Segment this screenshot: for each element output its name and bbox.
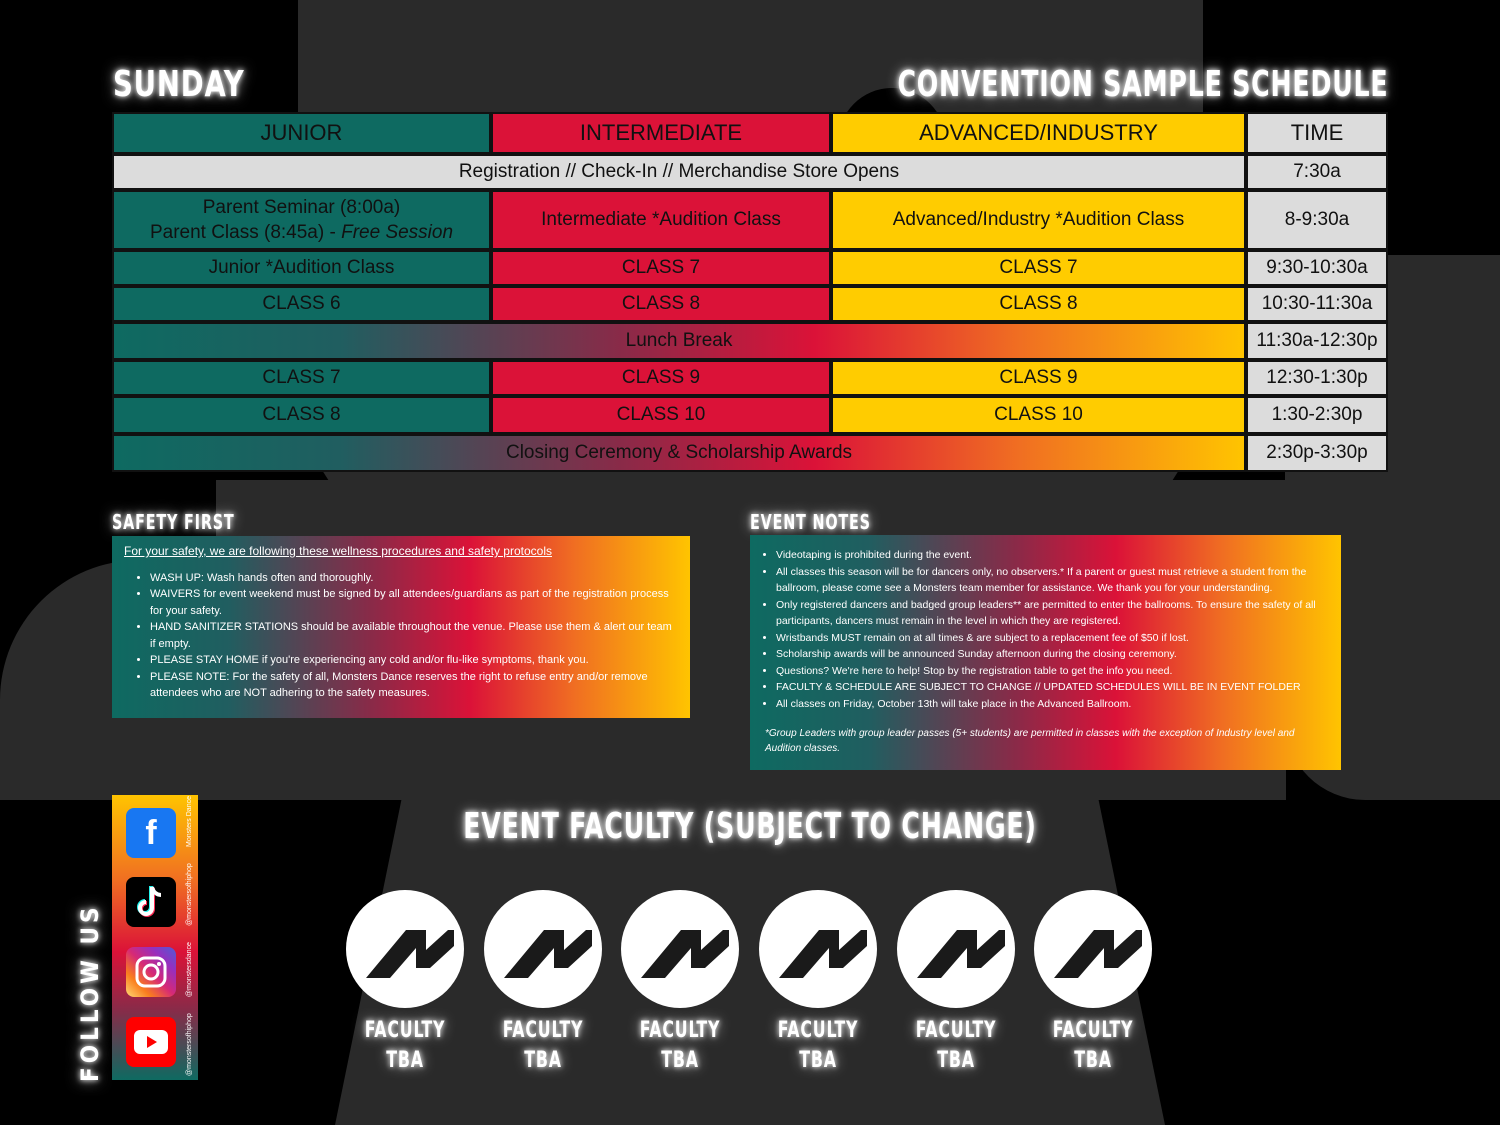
monsters-logo-glyph [621,890,739,1008]
header-intermediate: INTERMEDIATE [491,112,831,154]
youtube-glyph [133,1029,169,1055]
list-item: • Scholarship awards will be announced Sunday afternoon during the closing ceremony. [776,646,1335,663]
faculty-card [759,890,877,1076]
faculty-name [1046,1016,1140,1076]
faculty-line1: FACULTY [777,1018,859,1043]
faculty-logo-icon [484,890,602,1008]
advanced-cell: CLASS 10 [831,396,1246,434]
advanced-cell: Advanced/Industry *Audition Class [831,190,1246,250]
row-closing-ceremony: Closing Ceremony & Scholarship Awards [112,434,1246,472]
safety-box [112,536,690,718]
free-session: Free Session [341,222,454,243]
junior-cell: Junior *Audition Class [112,250,491,286]
faculty-line1: FACULTY [915,1018,997,1043]
advanced-cell: CLASS 9 [831,360,1246,396]
intermediate-cell: CLASS 10 [491,396,831,434]
header-junior: JUNIOR [112,112,491,154]
list-item: • All classes on Friday, October 13th will take place in the Advanced Ballroom. [776,696,1335,713]
faculty-line1: FACULTY [364,1018,446,1043]
time-cell: 8-9:30a [1246,190,1388,250]
faculty-logo-icon [1034,890,1152,1008]
youtube-icon[interactable] [126,1017,176,1067]
faculty-logo-icon [897,890,1015,1008]
time-cell: 9:30-10:30a [1246,250,1388,286]
header-time: TIME [1246,112,1388,154]
list-item: • PLEASE NOTE: For the safety of all, Monsters Dance reserves the right to refuse entry and/or remove attendees who are NOT adhering to the safety measures. [150,669,680,702]
handle-facebook[interactable]: Monsters Dance [186,796,193,847]
faculty-name [358,1016,452,1076]
list-item: • Questions? We're here to help! Stop by the registration table to get the info you need. [776,663,1335,680]
handle-tiktok[interactable]: @monstersofhiphop [186,863,193,926]
intermediate-cell: CLASS 7 [491,250,831,286]
monsters-logo-glyph [897,890,1015,1008]
intermediate-cell: CLASS 9 [491,360,831,396]
faculty-name [496,1016,590,1076]
junior-cell [112,190,491,250]
time-cell: 7:30a [1246,154,1388,190]
time-cell: 11:30a-12:30p [1246,322,1388,360]
parent-seminar: Parent Seminar (8:00a) [202,197,401,218]
monsters-logo-glyph [346,890,464,1008]
faculty-line2: TBA [524,1048,562,1073]
notes-list [750,547,1335,712]
list-item: • Only registered dancers and badged group leaders** are permitted to enter the ballrooms. To ensure the safety of all participants, dancers must remain in the level in which they are registered. [776,597,1335,630]
faculty-line1: FACULTY [502,1018,584,1043]
list-item: • FACULTY & SCHEDULE ARE SUBJECT TO CHANGE // UPDATED SCHEDULES WILL BE IN EVENT FOLDER [776,679,1335,696]
row-registration: Registration // Check-In // Merchandise Store Opens [112,154,1246,190]
time-cell: 10:30-11:30a [1246,286,1388,322]
page-title: CONVENTION SAMPLE SCHEDULE [897,64,1388,105]
parent-class-text: Parent Class (8:45a) - [149,222,342,243]
row-lunch-break: Lunch Break [112,322,1246,360]
safety-heading: SAFETY FIRST [112,510,235,534]
list-item: • Wristbands MUST remain on at all times & are subject to a replacement fee of $50 if lost. [776,630,1335,647]
faculty-heading: EVENT FACULTY (SUBJECT TO CHANGE) [463,806,1037,847]
faculty-line2: TBA [661,1048,699,1073]
advanced-cell: CLASS 7 [831,250,1246,286]
handle-youtube[interactable]: @monstersofhiphop [186,1013,193,1076]
list-item: • Videotaping is prohibited during the event. [776,547,1335,564]
tiktok-glyph [134,884,168,920]
tiktok-icon[interactable] [126,877,176,927]
junior-cell: CLASS 8 [112,396,491,434]
faculty-card [621,890,739,1076]
notes-footnote: *Group Leaders with group leader passes (5+ students) are permitted in classes with the exception of Industry level and Audition classes. [765,728,1295,754]
notes-heading: EVENT NOTES [750,510,871,534]
parent-class [150,220,453,245]
list-item: • HAND SANITIZER STATIONS should be available throughout the venue. Please use them & alert our team if empty. [150,619,680,652]
social-handles [186,796,193,1076]
faculty-logo-icon [759,890,877,1008]
intermediate-cell: Intermediate *Audition Class [491,190,831,250]
faculty-card [1034,890,1152,1076]
safety-list [124,570,680,702]
time-cell: 12:30-1:30p [1246,360,1388,396]
faculty-line2: TBA [1074,1048,1112,1073]
notes-box [750,535,1341,770]
handle-instagram[interactable]: @monstersdance [186,942,193,998]
faculty-logo-icon [346,890,464,1008]
faculty-logo-icon [621,890,739,1008]
faculty-line2: TBA [799,1048,837,1073]
faculty-card [897,890,1015,1076]
list-item: • WAIVERS for event weekend must be signed by all attendees/guardians as part of the registration process for your safety. [150,586,680,619]
faculty-card [346,890,464,1076]
faculty-card [484,890,602,1076]
junior-cell: CLASS 7 [112,360,491,396]
safety-intro: For your safety, we are following these wellness procedures and safety protocols [124,544,552,558]
follow-us-label: FOLLOW US [76,903,104,1082]
faculty-line1: FACULTY [1052,1018,1134,1043]
day-title: SUNDAY [113,64,245,105]
junior-cell: CLASS 6 [112,286,491,322]
faculty-line2: TBA [386,1048,424,1073]
monsters-logo-glyph [1034,890,1152,1008]
time-cell: 1:30-2:30p [1246,396,1388,434]
faculty-line1: FACULTY [639,1018,721,1043]
intermediate-cell: CLASS 8 [491,286,831,322]
list-item: • WASH UP: Wash hands often and thoroughly. [150,570,680,587]
monsters-logo-glyph [484,890,602,1008]
faculty-name [909,1016,1003,1076]
time-cell: 2:30p-3:30p [1246,434,1388,472]
header-advanced: ADVANCED/INDUSTRY [831,112,1246,154]
faculty-name [771,1016,865,1076]
list-item: • All classes this season will be for dancers only, no observers.* If a parent or guest must retrieve a student from the ballroom, please come see a Monsters team member for assistance. We thank you for your understanding. [776,564,1335,597]
faculty-line2: TBA [937,1048,975,1073]
advanced-cell: CLASS 8 [831,286,1246,322]
monsters-logo-glyph [759,890,877,1008]
facebook-icon[interactable]: f [126,808,176,858]
instagram-glyph [133,954,169,990]
instagram-icon[interactable] [126,947,176,997]
faculty-name [633,1016,727,1076]
list-item: • PLEASE STAY HOME if you're experiencing any cold and/or flu-like symptoms, thank you. [150,652,680,669]
